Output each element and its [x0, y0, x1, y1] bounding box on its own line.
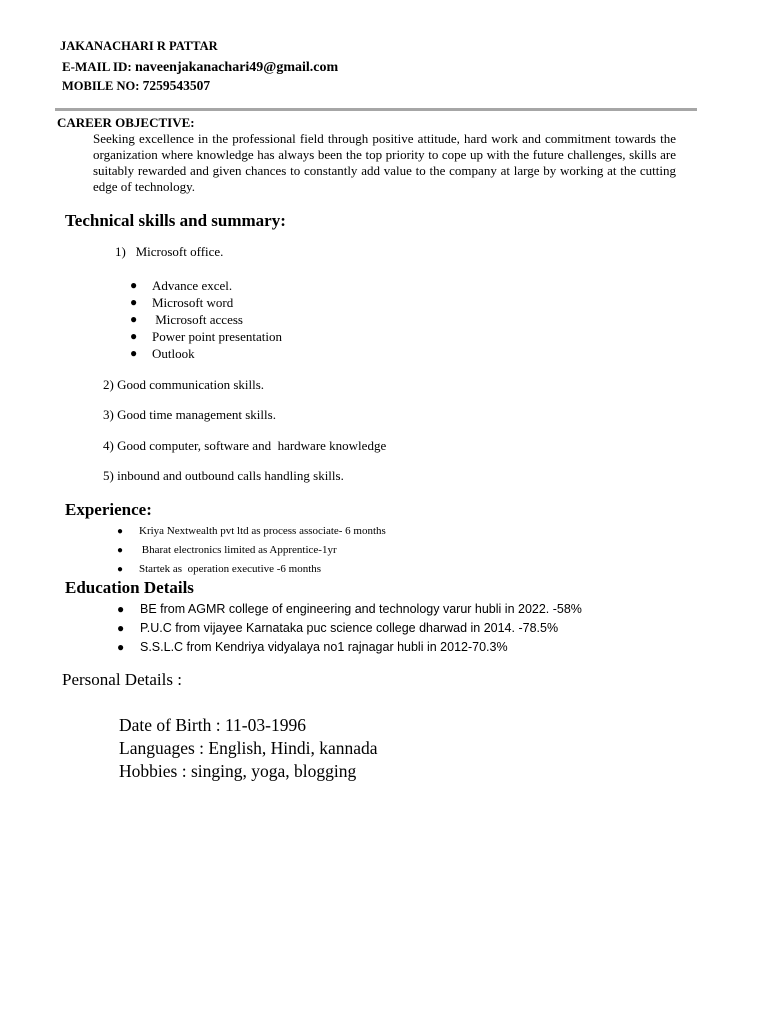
experience-list	[117, 522, 386, 579]
bullet-icon: ●	[117, 545, 124, 556]
list-item	[130, 294, 282, 311]
list-item-text: BE from AGMR college of engineering and technology varur hubli in 2022. -58%	[140, 602, 582, 616]
list-item-text: Microsoft access	[152, 312, 243, 327]
list-item	[117, 541, 386, 560]
list-item	[117, 522, 386, 541]
list-item	[117, 560, 386, 579]
list-item	[117, 600, 582, 619]
list-item-text: Bharat electronics limited as Apprentice-1yr	[139, 544, 337, 556]
list-item-text: Kriya Nextwealth pvt ltd as process associate- 6 months	[139, 525, 386, 537]
bullet-icon: ●	[117, 526, 124, 537]
list-item-text: Power point presentation	[152, 329, 282, 344]
skill-item-3: 3) Good time management skills.	[103, 407, 276, 422]
email-label: E-MAIL ID:	[62, 59, 132, 74]
list-item	[130, 345, 282, 362]
bullet-icon: ●	[117, 602, 125, 616]
office-skills-list	[130, 277, 282, 362]
mobile-label: MOBILE NO:	[62, 79, 140, 93]
list-item	[117, 638, 582, 657]
list-item	[130, 311, 282, 328]
list-item-text: Microsoft word	[152, 295, 234, 310]
career-objective-text: Seeking excellence in the professional field through positive attitude, hard work and commitment towards the organization where knowledge has always been the top priority to cope up with the future challenges, skills are suitably rewarded and given chances to constantly add value to the company at large by working at the cutting edge of technology.	[93, 131, 676, 194]
bullet-icon: ●	[130, 295, 138, 309]
bullet-icon: ●	[130, 278, 138, 292]
skill-item-1: 1) Microsoft office.	[115, 244, 224, 259]
list-item-text: Startek as operation executive -6 months	[139, 563, 322, 575]
bullet-icon: ●	[117, 640, 125, 654]
hobbies: Hobbies : singing, yoga, blogging	[119, 761, 357, 781]
bullet-icon: ●	[117, 621, 125, 635]
experience-heading: Experience:	[65, 500, 152, 519]
candidate-name: JAKANACHARI R PATTAR	[60, 39, 218, 53]
list-item	[130, 328, 282, 345]
skill-item-4: 4) Good computer, software and hardware knowledge	[103, 438, 387, 453]
languages: Languages : English, Hindi, kannada	[119, 738, 378, 758]
list-item	[117, 619, 582, 638]
date-of-birth: Date of Birth : 11-03-1996	[119, 715, 306, 735]
mobile-line	[62, 78, 210, 94]
mobile-value: 7259543507	[142, 78, 211, 93]
list-item-text: S.S.L.C from Kendriya vidyalaya no1 rajnagar hubli in 2012-70.3%	[140, 640, 508, 654]
bullet-icon: ●	[130, 329, 138, 343]
bullet-icon: ●	[130, 346, 138, 360]
email-line	[62, 59, 338, 76]
list-item	[130, 277, 282, 294]
education-heading: Education Details	[65, 578, 194, 597]
technical-skills-heading: Technical skills and summary:	[65, 211, 286, 230]
list-item-text: Outlook	[152, 346, 195, 361]
list-item-text: P.U.C from vijayee Karnataka puc science college dharwad in 2014. -78.5%	[140, 621, 559, 635]
personal-details-heading: Personal Details :	[62, 670, 182, 689]
list-item-text: Advance excel.	[152, 278, 233, 293]
bullet-icon: ●	[130, 312, 138, 326]
skill-item-2: 2) Good communication skills.	[103, 377, 265, 392]
email-value: naveenjakanachari49@gmail.com	[134, 60, 339, 75]
skill-item-5: 5) inbound and outbound calls handling skills.	[103, 468, 344, 483]
career-objective-heading: CAREER OBJECTIVE:	[57, 115, 195, 130]
bullet-icon: ●	[117, 564, 124, 575]
header-divider	[55, 108, 697, 111]
education-list	[117, 600, 582, 657]
